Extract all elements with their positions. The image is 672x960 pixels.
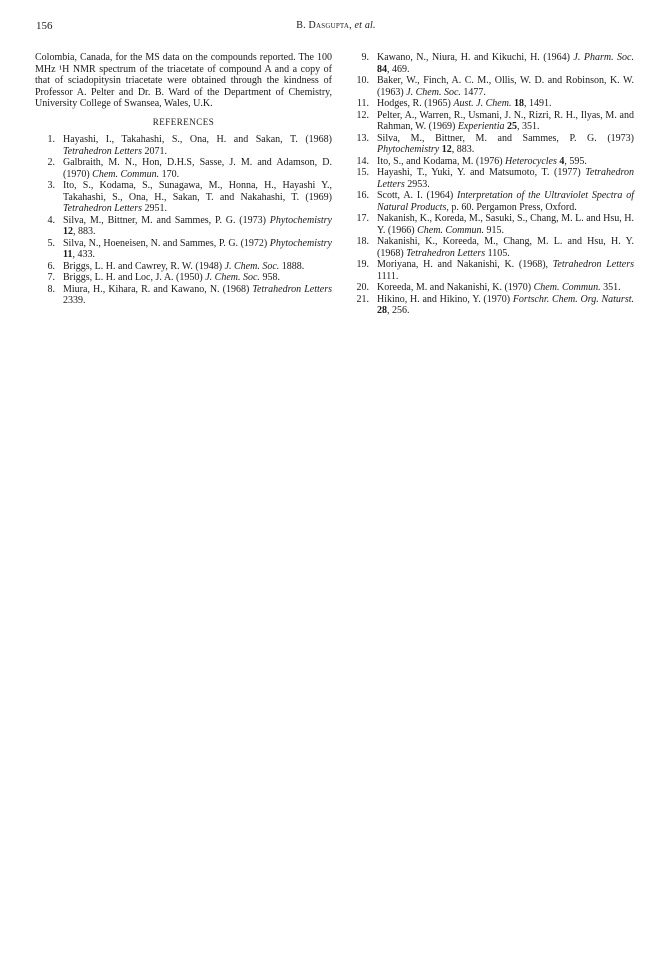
reference-journal: Heterocycles: [505, 155, 557, 167]
reference-volume: 84: [377, 63, 387, 75]
reference-pages: 351.: [600, 282, 621, 293]
running-head: B. Dasgupta, et al.: [296, 20, 376, 31]
reference-authors: Silva, M., Bittner, M. and Sammes, P. G. (1973): [377, 132, 634, 144]
reference-item: [349, 156, 634, 168]
reference-pages: 2339.: [63, 295, 86, 306]
reference-item: [35, 180, 332, 215]
reference-item: [35, 215, 332, 238]
reference-number: 8.: [47, 283, 55, 295]
reference-journal: Chem. Commun.: [533, 282, 601, 293]
reference-item: [35, 261, 332, 273]
reference-number: 18.: [356, 236, 369, 247]
reference-number: 1.: [47, 134, 55, 145]
reference-item: [349, 190, 634, 213]
reference-number: 2.: [47, 157, 55, 168]
reference-authors: Kawano, N., Niura, H. and Kikuchi, H. (1964): [377, 52, 574, 63]
running-head-et-al: et al.: [354, 20, 376, 31]
reference-pages: 1477.: [460, 86, 486, 98]
reference-pages: 2071.: [142, 145, 167, 157]
reference-number: 14.: [356, 155, 369, 167]
reference-journal: J. Chem. Soc.: [406, 86, 461, 98]
reference-number: 20.: [356, 282, 369, 293]
reference-journal: Chem. Commun.: [417, 224, 485, 236]
reference-authors: Scott, A. I. (1964): [377, 190, 457, 201]
reference-item: [349, 282, 634, 294]
reference-pages: 1105.: [485, 247, 510, 259]
reference-item: [35, 157, 332, 180]
reference-item: [349, 294, 634, 317]
reference-number: 3.: [47, 180, 55, 191]
reference-pages: , 469.: [387, 63, 410, 75]
reference-pages: , 351.: [516, 121, 540, 132]
reference-number: 6.: [47, 260, 55, 272]
reference-item: [349, 98, 634, 110]
reference-journal: J. Pharm. Soc.: [573, 52, 634, 63]
reference-journal: J. Chem. Soc.: [224, 260, 280, 272]
right-column: [349, 52, 634, 317]
reference-authors: Hayashi, T., Yuki, Y. and Matsumoto, T. (1977): [377, 167, 586, 178]
reference-item: [349, 110, 634, 133]
reference-pages: 1111.: [377, 270, 399, 282]
reference-item: [35, 134, 332, 157]
reference-journal: Phytochemistry: [377, 144, 440, 155]
reference-journal: Tetrahedron Letters: [63, 145, 142, 157]
reference-authors: Galbraith, M. N., Hon, D.H.S, Sasse, J. M. and Adamson, D. (1970): [63, 157, 332, 180]
reference-journal: Tetrahedron Letters: [552, 259, 634, 270]
reference-journal: Experientia: [457, 121, 505, 132]
reference-volume: 12: [63, 226, 73, 237]
reference-number: 7.: [47, 272, 55, 283]
reference-pages: , 433.: [72, 249, 95, 260]
reference-pages: , p. 60. Pergamon Press, Oxford.: [446, 201, 577, 213]
reference-number: 21.: [356, 293, 369, 305]
reference-number: 15.: [356, 167, 369, 178]
reference-pages: , 256.: [387, 305, 410, 316]
reference-item: [349, 52, 634, 75]
reference-volume: 12: [439, 144, 452, 155]
reference-authors: Hayashi, I., Takahashi, S., Ona, H. and Sakan, T. (1968): [63, 134, 332, 145]
reference-volume: 25: [504, 121, 517, 132]
reference-journal: Phytochemistry: [269, 237, 332, 249]
reference-item: [349, 236, 634, 259]
reference-number: 17.: [356, 213, 369, 224]
reference-journal: Chem. Commun.: [92, 168, 160, 180]
reference-item: [35, 272, 332, 284]
page-number: 156: [36, 20, 53, 32]
reference-authors: Hodges, R. (1965): [377, 98, 454, 109]
reference-journal: Tetrahedron Letters: [63, 203, 142, 214]
reference-volume: 4: [556, 155, 565, 167]
reference-number: 11.: [356, 98, 369, 109]
reference-number: 5.: [47, 237, 55, 249]
reference-pages: , 883.: [451, 144, 475, 155]
reference-pages: 958.: [259, 272, 280, 283]
reference-pages: , 1491.: [523, 98, 552, 109]
reference-authors: Pelter, A., Warren, R., Usmani, J. N., Rizri, R. H., Ilyas, M. and Rahman, W. (1969): [377, 109, 634, 132]
reference-authors: Moriyana, H. and Nakanishi, K. (1968),: [377, 259, 553, 270]
reference-journal: Phytochemistry: [269, 214, 332, 226]
reference-journal: Fortschr. Chem. Org. Naturst.: [512, 293, 634, 305]
reference-authors: Briggs, L. H. and Cawrey, R. W. (1948): [63, 260, 225, 272]
reference-item: [35, 238, 332, 261]
references-heading: REFERENCES: [152, 116, 215, 127]
reference-pages: 2951.: [142, 203, 167, 214]
reference-volume: 28: [377, 305, 387, 316]
reference-pages: 915.: [484, 224, 505, 236]
reference-pages: 170.: [159, 168, 180, 180]
reference-pages: , 595.: [564, 155, 587, 167]
left-column: [35, 52, 332, 307]
reference-volume: 18: [511, 98, 524, 109]
reference-number: 10.: [356, 75, 369, 86]
reference-authors: Miura, H., Kihara, R. and Kawano, N. (1968): [63, 283, 253, 295]
reference-journal: Interpretation of the Ultraviolet Spectra of Natural Products: [377, 190, 634, 213]
reference-number: 19.: [356, 259, 369, 270]
acknowledgement-paragraph: Colombia, Canada, for the MS data on the compounds reported. The 100 MHz ¹H NMR spectrum of the triacetate of compound A and a copy of that of sciadopitysin triacetate were obtained through the kindness of Professor A. Pelter and Dr. B. Ward of the Department of Chemistry, University College of Swansea, Wales, U.K.: [35, 52, 332, 109]
reference-item: [349, 213, 634, 236]
reference-item: [349, 75, 634, 98]
reference-authors: Silva, N., Hoeneisen, N. and Sammes, P. G. (1972): [63, 237, 270, 249]
reference-volume: 11: [63, 249, 73, 260]
reference-item: [349, 167, 634, 190]
reference-number: 13.: [356, 132, 369, 144]
reference-authors: Hikino, H. and Hikino, Y. (1970): [377, 293, 513, 305]
reference-journal: Tetrahedron Letters: [406, 247, 486, 259]
reference-journal: J. Chem. Soc.: [205, 272, 260, 283]
reference-item: [349, 133, 634, 156]
reference-journal: Aust. J. Chem.: [453, 98, 512, 109]
reference-authors: Silva, M., Bittner, M. and Sammes, P. G. (1973): [63, 214, 270, 226]
reference-journal: Tetrahedron Letters: [252, 283, 332, 295]
reference-authors: Briggs, L. H. and Loc, J. A. (1950): [63, 272, 206, 283]
reference-number: 4.: [47, 214, 55, 226]
reference-authors: Nakanishi, K., Koreeda, M., Chang, M. L. and Hsu, H. Y. (1968): [377, 236, 634, 259]
reference-pages: , 883.: [73, 226, 96, 237]
reference-authors: Ito, S., and Kodama, M. (1976): [377, 155, 506, 167]
references-list-right: [349, 52, 634, 317]
reference-item: [349, 259, 634, 282]
reference-number: 16.: [356, 190, 369, 201]
reference-authors: Koreeda, M. and Nakanishi, K. (1970): [377, 282, 534, 293]
reference-pages: 2953.: [404, 178, 430, 190]
reference-item: [35, 284, 332, 307]
reference-authors: Baker, W., Finch, A. C. M., Ollis, W. D. and Robinson, K. W. (1963): [377, 75, 634, 98]
reference-pages: 1888.: [279, 260, 305, 272]
running-head-author: B. Dasgupta: [296, 20, 350, 31]
reference-number: 9.: [361, 52, 369, 63]
reference-number: 12.: [356, 109, 369, 121]
references-list-left: [35, 134, 332, 307]
reference-journal: Tetrahedron Letters: [377, 167, 634, 190]
reference-authors: Nakanish, K., Koreda, M., Sasuki, S., Chang, M. L. and Hsu, H. Y. (1966): [377, 213, 634, 236]
reference-authors: Ito, S., Kodama, S., Sunagawa, M., Honna, H., Hayashi Y., Takahashi, S., Ona, H., Sakan, T. and Nakahashi, T. (1969): [63, 180, 332, 203]
